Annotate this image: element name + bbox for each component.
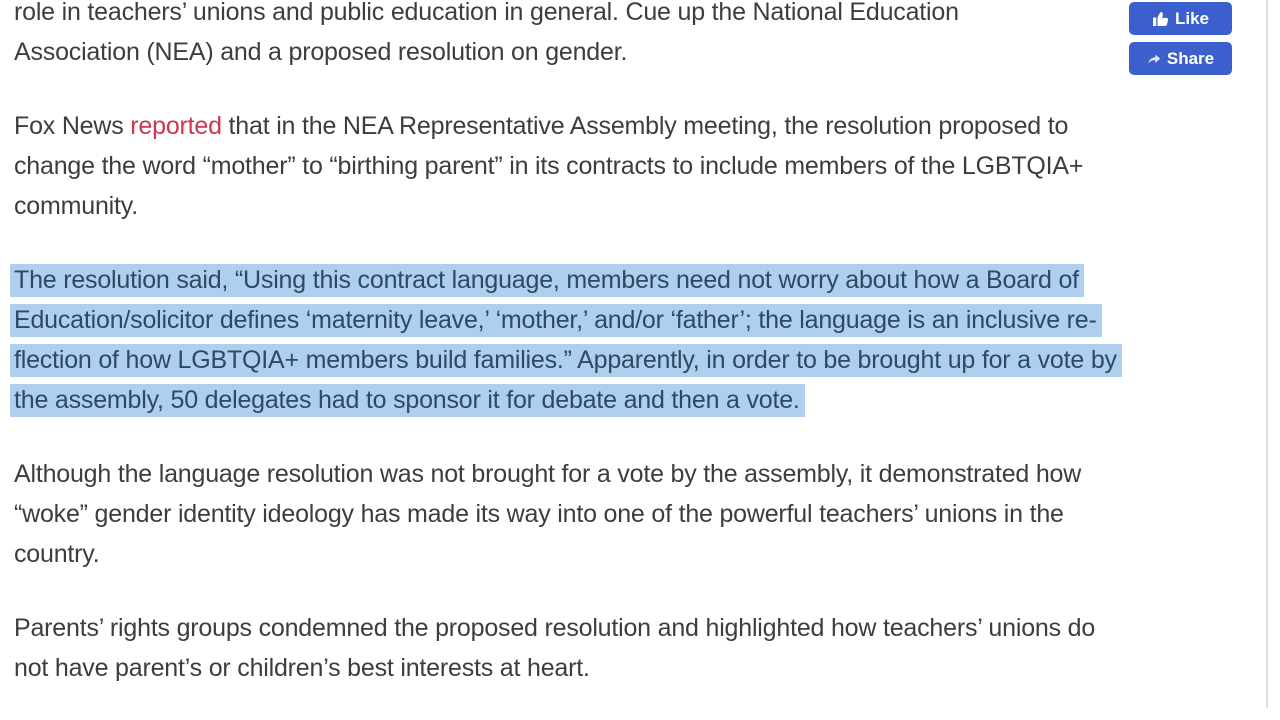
- text-line: [14, 32, 1259, 72]
- text-segment: Fox News: [14, 112, 131, 140]
- text-segment: that in the NEA Representative Assembly meeting, the resolution proposed to: [221, 112, 1069, 140]
- text-line: [14, 146, 1259, 186]
- paragraph: [14, 0, 1259, 72]
- reported-link[interactable]: reported: [130, 112, 222, 140]
- text-line: [14, 534, 1259, 574]
- text-line: [14, 106, 1259, 146]
- text-line: [14, 340, 1259, 380]
- share-arrow-icon: [1147, 52, 1161, 66]
- highlighted-paragraph: [14, 260, 1259, 420]
- text-segment: Although the language resolution was not brought for a vote by the assembly, it demonstrated how: [14, 460, 1082, 488]
- selection-highlight: [10, 384, 805, 417]
- text-line: [14, 648, 1259, 688]
- text-segment: Association (NEA) and a proposed resolution on gender.: [14, 38, 628, 66]
- text-line: [14, 380, 1259, 420]
- thumbs-up-icon: [1152, 10, 1169, 27]
- like-button[interactable]: [1129, 2, 1232, 35]
- text-line: [14, 260, 1259, 300]
- text-line: [14, 454, 1259, 494]
- text-segment: Education/solicitor defines ‘maternity leave,’ ‘mother,’ and/or ‘father’; the language is an inclusive re-: [14, 306, 1097, 334]
- text-segment: role in teachers’ unions and public education in general. Cue up the National Education: [14, 0, 959, 26]
- text-line: [14, 0, 1259, 32]
- text-segment: “woke” gender identity ideology has made its way into one of the powerful teachers’ unions in the: [14, 500, 1064, 528]
- text-segment: country.: [14, 540, 100, 568]
- share-button[interactable]: [1129, 42, 1232, 75]
- like-button-label: Like: [1174, 8, 1210, 28]
- selection-highlight: [10, 304, 1102, 337]
- text-line: [14, 608, 1259, 648]
- text-line: [14, 186, 1259, 226]
- text-segment: flection of how LGBTQIA+ members build families.” Apparently, in order to be brought up for a vote by: [14, 346, 1117, 374]
- article-text: [14, 0, 1259, 720]
- text-segment: the assembly, 50 delegates had to sponsor it for debate and then a vote.: [14, 386, 800, 414]
- share-button-label: Share: [1166, 48, 1215, 68]
- text-line: [14, 494, 1259, 534]
- paragraph: [14, 106, 1259, 226]
- text-segment: community.: [14, 192, 138, 220]
- paragraph: [14, 454, 1259, 574]
- selection-highlight: [10, 344, 1122, 377]
- selection-highlight: [10, 264, 1084, 297]
- text-segment: not have parent’s or children’s best interests at heart.: [14, 654, 590, 682]
- text-segment: The resolution said, “Using this contract language, members need not worry about how a Board of: [14, 266, 1079, 294]
- text-line: [14, 300, 1259, 340]
- facebook-social-buttons: [1129, 2, 1232, 75]
- paragraph: [14, 608, 1259, 688]
- page-edge-divider: [1266, 0, 1268, 708]
- text-segment: change the word “mother” to “birthing parent” in its contracts to include members of the LGBTQIA+: [14, 152, 1084, 180]
- text-segment: Parents’ rights groups condemned the proposed resolution and highlighted how teachers’ unions do: [14, 614, 1096, 642]
